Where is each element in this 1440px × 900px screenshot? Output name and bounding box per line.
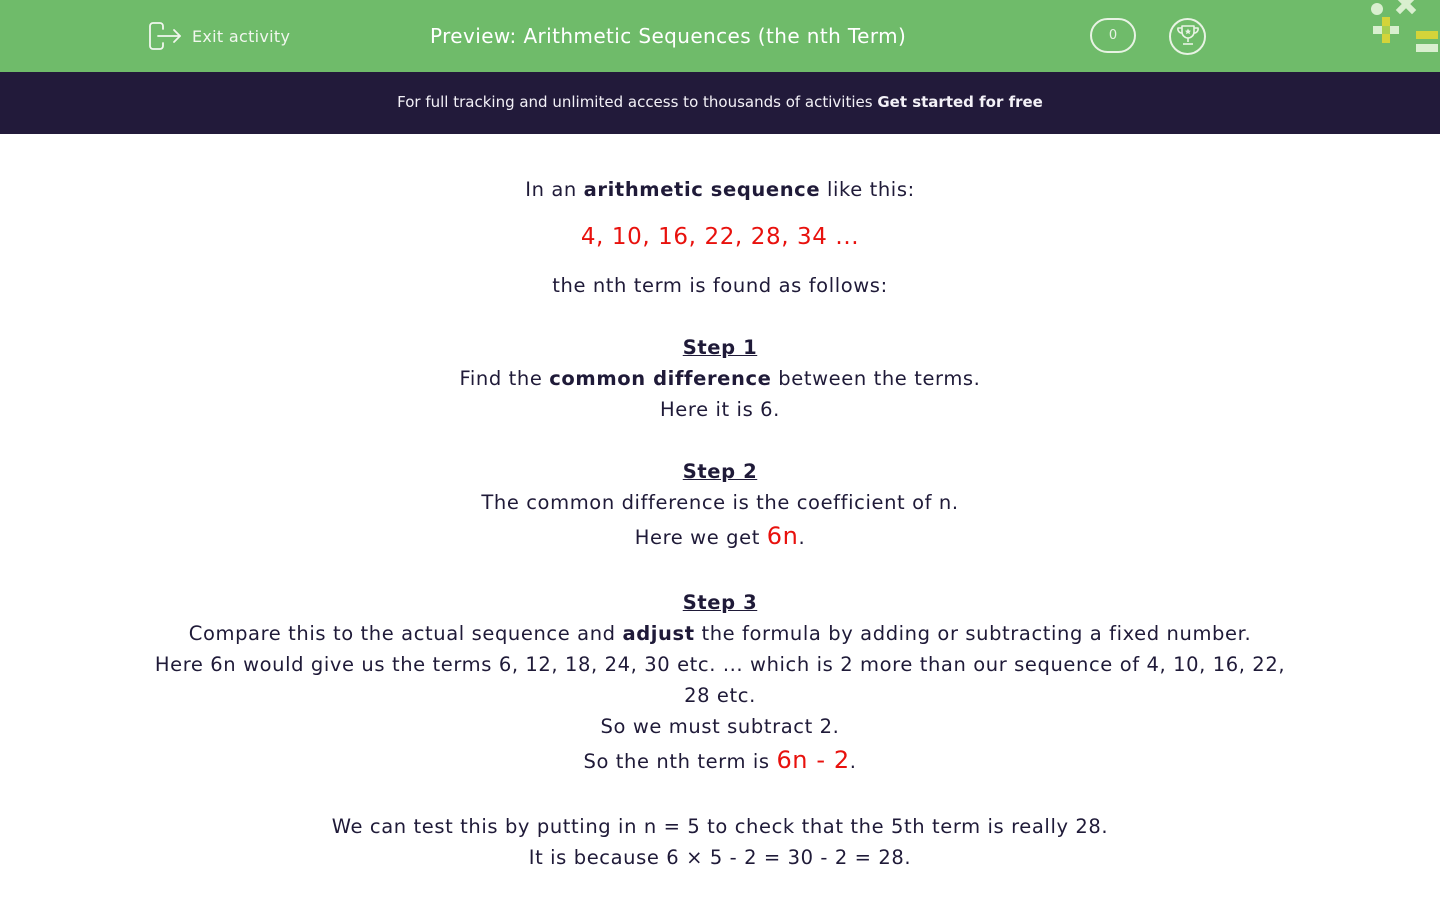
step-1-heading: Step 1: [682, 336, 758, 359]
spacer: [150, 556, 1290, 587]
step-3-line-4: [150, 742, 1290, 780]
step-2-text-end: .: [798, 526, 806, 549]
exit-icon: [149, 22, 182, 50]
promo-text: For full tracking and unlimited access to thousands of activities: [397, 93, 878, 111]
step-3-line-1: [150, 618, 1290, 649]
page-title: Preview: Arithmetic Sequences (the nth Term): [430, 24, 907, 48]
intro-text-end: like this:: [820, 178, 915, 201]
step-2-text: Here we get: [634, 526, 767, 549]
spacer: [150, 301, 1290, 332]
spacer: [150, 780, 1290, 811]
example-sequence: 4, 10, 16, 22, 28, 34 ...: [580, 224, 860, 250]
exit-activity-button[interactable]: [149, 20, 290, 52]
step-3-text-end: the formula by adding or subtracting a fixed number.: [694, 622, 1252, 645]
step-3-line-2: Here 6n would give us the terms 6, 12, 18, 24, 30 etc. ... which is 2 more than our sequence of 4, 10, 16, 22, 28 etc.: [154, 653, 1286, 707]
get-started-link[interactable]: Get started for free: [877, 93, 1043, 111]
check-line-1: We can test this by putting in n = 5 to check that the 5th term is really 28.: [331, 815, 1109, 838]
intro-line: [150, 174, 1290, 205]
step-1-text-end: between the terms.: [771, 367, 981, 390]
step-3-text: So the nth term is: [583, 750, 777, 773]
explanation-content: [150, 174, 1290, 873]
spacer: [150, 425, 1290, 456]
intro-bold-term: arithmetic sequence: [583, 178, 821, 201]
trophy-icon: [1176, 24, 1200, 50]
step-1-bold-term: common difference: [549, 367, 772, 390]
trophy-button[interactable]: [1169, 18, 1206, 55]
lead-line: the nth term is found as follows:: [552, 274, 888, 297]
step-3-text-end: .: [849, 750, 857, 773]
score-badge: 0: [1090, 18, 1136, 53]
step-1-line-1: [150, 363, 1290, 394]
step-2-highlight: 6n: [766, 522, 799, 550]
step-2-line-1: The common difference is the coefficient of n.: [481, 491, 959, 514]
check-line-2: It is because 6 × 5 - 2 = 30 - 2 = 28.: [528, 846, 912, 869]
exit-activity-label: Exit activity: [192, 26, 291, 46]
step-3-bold-term: adjust: [622, 622, 695, 645]
step-3-text: Compare this to the actual sequence and: [188, 622, 623, 645]
step-1-text: Find the: [459, 367, 550, 390]
step-2-line-2: [150, 518, 1290, 556]
step-3-line-3: So we must subtract 2.: [600, 715, 840, 738]
step-2-heading: Step 2: [682, 460, 758, 483]
math-symbols-logo: [1366, 0, 1440, 56]
step-3-heading: Step 3: [682, 591, 758, 614]
nth-term-answer: 6n - 2: [776, 746, 850, 774]
top-bar: [0, 0, 1440, 72]
promo-banner: [0, 72, 1440, 134]
intro-text: In an: [525, 178, 584, 201]
step-1-line-2: Here it is 6.: [660, 398, 780, 421]
